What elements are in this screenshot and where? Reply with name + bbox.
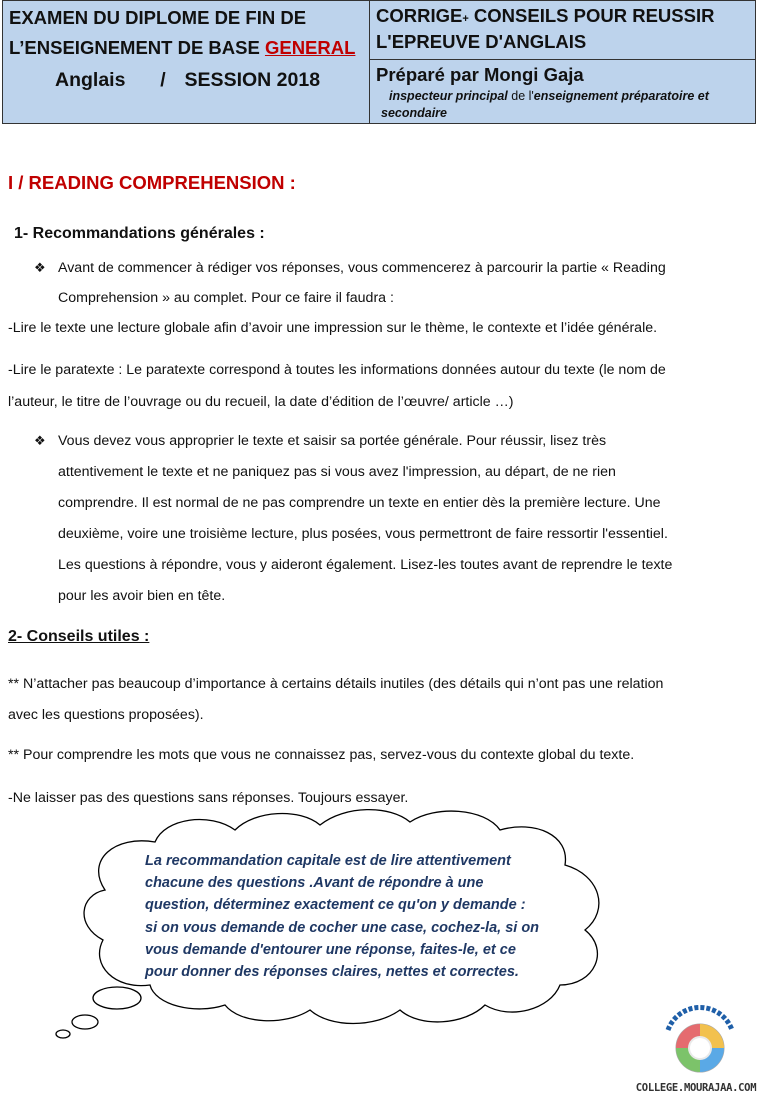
- bullet1-line1: Avant de commencer à rédiger vos réponses, vous commencerez à parcourir la partie « Reading: [58, 260, 666, 276]
- bullet2-line: attentivement le texte et ne paniquez pas si vous avez l'impression, au départ, de ne rien: [58, 464, 616, 480]
- diamond-bullet-icon: ❖: [34, 433, 46, 448]
- bullet2-line: pour les avoir bien en tête.: [58, 588, 226, 604]
- section-title-reading: I / READING COMPREHENSION :: [8, 172, 296, 193]
- cloud-line: La recommandation capitale est de lire attentivement: [145, 853, 511, 869]
- header-right-bottom-cell: [370, 60, 755, 123]
- cloud-message: [145, 850, 585, 983]
- author-role-b: de l': [507, 89, 534, 103]
- bullet2-line: Les questions à répondre, vous y aideront également. Lisez-les toutes avant de reprendre le texte: [58, 557, 673, 573]
- corrige-title-line2: L'EPREUVE D'ANGLAIS: [376, 31, 587, 52]
- author-role-a: inspecteur principal: [389, 89, 508, 103]
- conseils-text: CONSEILS POUR REUSSIR: [468, 5, 715, 26]
- corrige-title-line1: [376, 5, 714, 27]
- header-right-top-cell: [370, 1, 755, 60]
- tip1-line2: avec les questions proposées).: [8, 707, 204, 723]
- tip3: -Ne laisser pas des questions sans réponses. Toujours essayer.: [8, 790, 409, 806]
- diamond-bullet-icon: ❖: [34, 260, 46, 275]
- cloud-line: question, déterminez exactement ce qu'on y demande :: [145, 897, 526, 914]
- author-role: [381, 88, 741, 122]
- exam-title-line2-prefix: L’ENSEIGNEMENT DE BASE: [9, 37, 265, 58]
- bullet2-line: Vous devez vous approprier le texte et saisir sa portée générale. Pour réussir, lisez très: [58, 433, 607, 449]
- subsection-title-recommandations: 1- Recommandations générales :: [14, 225, 265, 242]
- exam-title-line2: [9, 37, 355, 59]
- thought-cloud: [45, 800, 625, 1040]
- bullet1-line2: Comprehension » au complet. Pour ce faire il faudra :: [58, 290, 394, 306]
- exam-subject: Anglais: [55, 69, 126, 91]
- exam-title-line1: EXAMEN DU DIPLOME DE FIN DE: [9, 7, 307, 28]
- exam-subject-session: [55, 69, 320, 92]
- exam-track-general: GENERAL: [264, 37, 356, 58]
- para-paratexte-line1: -Lire le paratexte : Le paratexte correspond à toutes les informations données autour du texte (le nom de: [8, 362, 666, 378]
- exam-header: [2, 0, 756, 124]
- para-paratexte-line2: l’auteur, le titre de l’ouvrage ou du recueil, la date d’édition de l’œuvre/ article …): [8, 394, 514, 410]
- cloud-line: chacune des questions .Avant de répondre à une: [145, 875, 484, 892]
- author-name: Préparé par Mongi Gaja: [376, 64, 584, 85]
- exam-separator: /: [160, 69, 166, 91]
- cloud-line: si on vous demande de cocher une case, cochez-la, si on: [145, 919, 540, 936]
- bullet2-line: comprendre. Il est normal de ne pas comprendre un texte en entier dès la première lecture. Une: [58, 495, 661, 511]
- logo-emblem: [628, 1000, 764, 1084]
- logo-caption: COLLEGE.MOURAJAA.COM: [635, 1082, 757, 1094]
- site-logo: [628, 1000, 764, 1099]
- tip1-line1: ** N’attacher pas beaucoup d’importance à certains détails inutiles (des détails qui n’ont pas une relation: [8, 676, 664, 692]
- header-left-cell: [3, 1, 370, 123]
- exam-session: SESSION 2018: [184, 69, 321, 91]
- para-lire-texte: -Lire le texte une lecture globale afin d’avoir une impression sur le thème, le contexte et l’idée générale.: [8, 320, 658, 336]
- author-role-c: enseignement préparatoire et secondaire: [381, 89, 709, 120]
- cloud-line: vous demande d'entourer une réponse, faites-le, et ce: [145, 941, 516, 958]
- subsection-title-conseils: 2- Conseils utiles :: [8, 628, 150, 645]
- cloud-line: pour donner des réponses claires, nettes et correctes.: [145, 964, 519, 981]
- tip2: ** Pour comprendre les mots que vous ne connaissez pas, servez-vous du contexte global du texte.: [8, 747, 635, 763]
- corrige-word: CORRIGE: [376, 5, 463, 26]
- bullet2-line: deuxième, voire une troisième lecture, plus posées, vous permettront de faire ressortir l'essentiel.: [58, 526, 668, 542]
- plus-sign: +: [462, 13, 469, 25]
